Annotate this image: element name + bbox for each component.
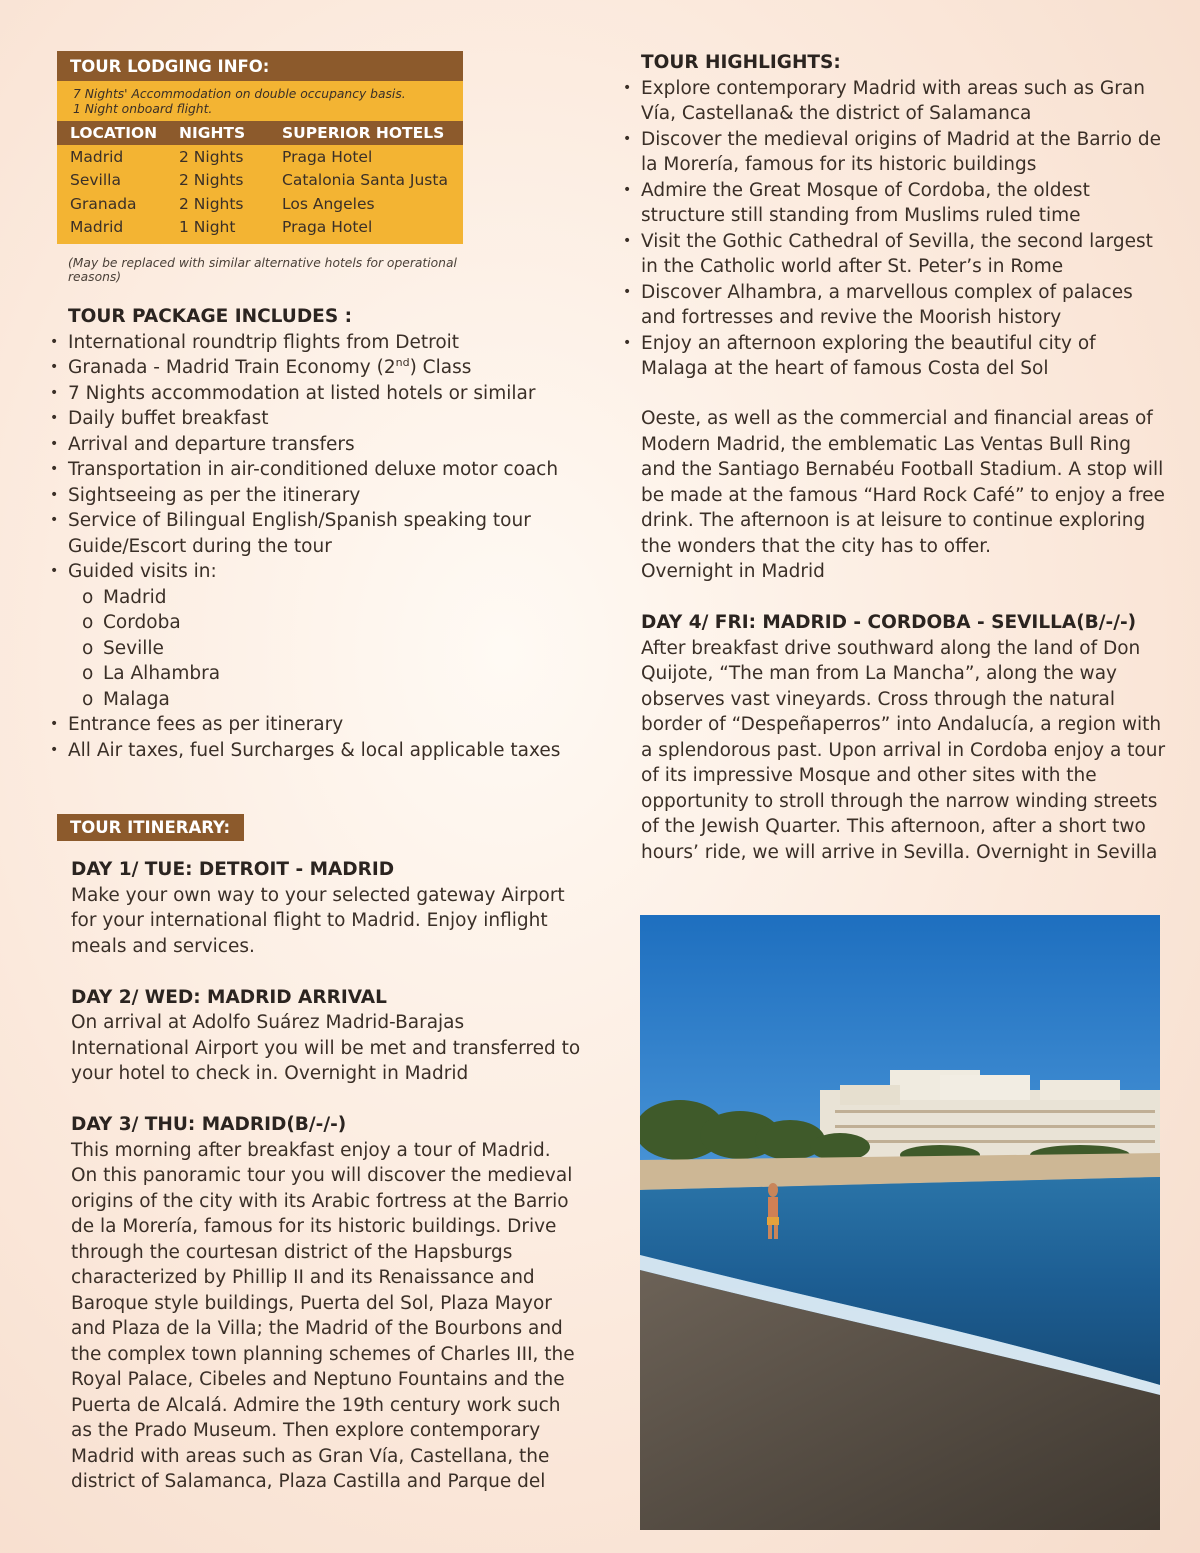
sub-bullet-marker: o [82,688,94,710]
lodging-title: TOUR LODGING INFO: [57,51,463,81]
list-item: • Sightseeing as per the itinerary [50,483,590,509]
train-text: Granada - Madrid Train Economy (2 [68,357,396,378]
list-item: • Service of Bilingual English/Spanish speaking tour Guide/Escort during the tour [50,508,590,559]
cell-location: Madrid [70,218,124,237]
list-item: • Transportation in air-conditioned deluxe motor coach [50,457,590,483]
sub-bullet-marker: o [82,586,94,608]
list-item [68,687,590,713]
day3-text: This morning after breakfast enjoy a tour of Madrid. On this panoramic tour you will discover the medieval origins of the city with its Arabic fortress at the Barrio de la Morería, famous for its historic buildings. Drive through the courtesan district of the Hapsburgs characterized by Phillip II and its Renaissance and Baroque style buildings, Puerta del Sol, Plaza Mayor and Plaza de la Villa; the Madrid of the Bourbons and the complex town planning schemes of Charles III, the Royal Palace, Cibeles and Neptuno Fountains and the Puerta de Alcalá. Admire the 19th century work such as the Prado Museum. Then explore contemporary Madrid with areas such as Gran Vía, Castellana, the district of Salamanca, Plaza Castilla and Parque del [71,1139,575,1492]
day1-title: DAY 1/ TUE: DETROIT - MADRID [71,859,395,880]
beach-photo [640,915,1160,1530]
package-includes-list [50,330,590,764]
visit-city: Cordoba [103,612,181,633]
visit-city: La Alhambra [103,663,221,684]
header-location: LOCATION [57,121,166,145]
table-row [57,145,463,169]
list-item [68,585,590,611]
list-item: • International roundtrip flights from Detroit [50,330,590,356]
list-item: • All Air taxes, fuel Surcharges & local applicable taxes [50,738,590,764]
lodging-note-line-1: 7 Nights' Accommodation on double occupancy basis. [73,87,406,101]
list-item: • Discover the medieval origins of Madrid at the Barrio de la Morería, famous for its historic buildings [623,127,1163,178]
day4-title: DAY 4/ FRI: MADRID - CORDOBA - SEVILLA(B/-/-) [641,612,1137,633]
lodging-table-header [57,121,463,145]
cell-hotel: Praga Hotel [282,147,373,166]
list-item: • 7 Nights accommodation at listed hotels or similar [50,381,590,407]
lodging-note [57,81,463,121]
header-nights: NIGHTS [166,121,269,145]
guided-visits-list [68,585,590,713]
list-item: • Visit the Gothic Cathedral of Sevilla, the second largest in the Catholic world after St. Peter’s in Rome [623,229,1163,280]
day2-title: DAY 2/ WED: MADRID ARRIVAL [71,986,387,1008]
table-row [57,169,463,193]
itinerary-left-column [71,857,581,1495]
itinerary-right-column [641,406,1166,865]
list-item [68,636,590,662]
cell-hotel: Catalonia Santa Justa [282,171,448,190]
highlights-title: TOUR HIGHLIGHTS: [641,52,841,73]
cell-location: Granada [70,194,137,213]
cell-hotel: Los Angeles [282,194,375,213]
visit-city: Madrid [103,586,167,608]
day3-overnight: Overnight in Madrid [641,561,825,582]
list-item [50,559,590,712]
lodging-note-line-2: 1 Night onboard flight. [73,102,213,116]
visit-city: Seville [103,637,164,659]
list-item: • Arrival and departure transfers [50,432,590,458]
table-row [57,192,463,216]
cell-nights: 2 Nights [179,147,244,166]
package-includes-section [50,304,590,763]
list-item: • Enjoy an afternoon exploring the beautiful city of Malaga at the heart of famous Costa del Sol [623,331,1163,382]
sub-bullet-marker: o [82,612,94,633]
day4-text: After breakfast drive southward along the land of Don Quijote, “The man from La Mancha”, along the way observes vast vineyards. Cross through the natural border of “Despeñaperros” into Andalucía, a region with a splendorous past. Upon arrival in Cordoba enjoy a tour of its impressive Mosque and other sites with the opportunity to stroll through the narrow winding streets of the Jewish Quarter. This afternoon, after a short two hours’ ride, we will arrive in Sevilla. Overnight in Sevilla [641,637,1166,863]
list-item: • Explore contemporary Madrid with areas such as Gran Vía, Castellana& the district of Salamanca [623,76,1163,127]
list-item: • Daily buffet breakfast [50,406,590,432]
cell-nights: 2 Nights [179,194,244,213]
cell-hotel: Praga Hotel [282,218,373,237]
highlights-list [623,76,1163,382]
list-item: • Discover Alhambra, a marvellous complex of palaces and fortresses and revive the Moorish history [623,280,1163,331]
lodging-footnote: (May be replaced with similar alternative hotels for operational reasons) [68,256,457,284]
package-includes-title: TOUR PACKAGE INCLUDES : [68,306,352,327]
highlights-section [623,50,1163,382]
guided-visits-label: Guided visits in: [68,561,217,582]
table-row [57,216,463,245]
day3-continuation: Oeste, as well as the commercial and financial areas of Modern Madrid, the emblematic Las Ventas Bull Ring and the Santiago Bernabéu Football Stadium. A stop will be made at the famous “Hard Rock Café” to enjoy a free drink. The afternoon is at leisure to continue exploring the wonders that the city has to offer. [641,408,1165,557]
cell-location: Madrid [70,147,124,166]
train-suffix: ) Class [409,357,472,378]
list-item [68,661,590,687]
list-item [50,355,590,381]
list-item: • Admire the Great Mosque of Cordoba, the oldest structure still standing from Muslims ruled time [623,178,1163,229]
sub-bullet-marker: o [82,637,94,659]
cell-nights: 1 Night [179,218,236,237]
day2-text: On arrival at Adolfo Suárez Madrid-Barajas International Airport you will be met and transferred to your hotel to check in. Overnight in Madrid [71,1012,581,1084]
list-item: • Entrance fees as per itinerary [50,712,590,738]
lodging-table [57,121,463,244]
cell-nights: 2 Nights [179,171,244,190]
sub-bullet-marker: o [82,663,94,684]
day1-text: Make your own way to your selected gateway Airport for your international flight to Madrid. Enjoy inflight meals and services. [71,884,565,957]
header-hotels: SUPERIOR HOTELS [269,121,463,145]
visit-city: Malaga [103,688,170,710]
list-item [68,610,590,636]
cell-location: Sevilla [70,171,121,190]
train-superscript: nd [395,355,410,369]
day3-title: DAY 3/ THU: MADRID(B/-/-) [71,1114,347,1135]
itinerary-label: TOUR ITINERARY: [57,814,244,841]
lodging-info-box [57,51,463,244]
